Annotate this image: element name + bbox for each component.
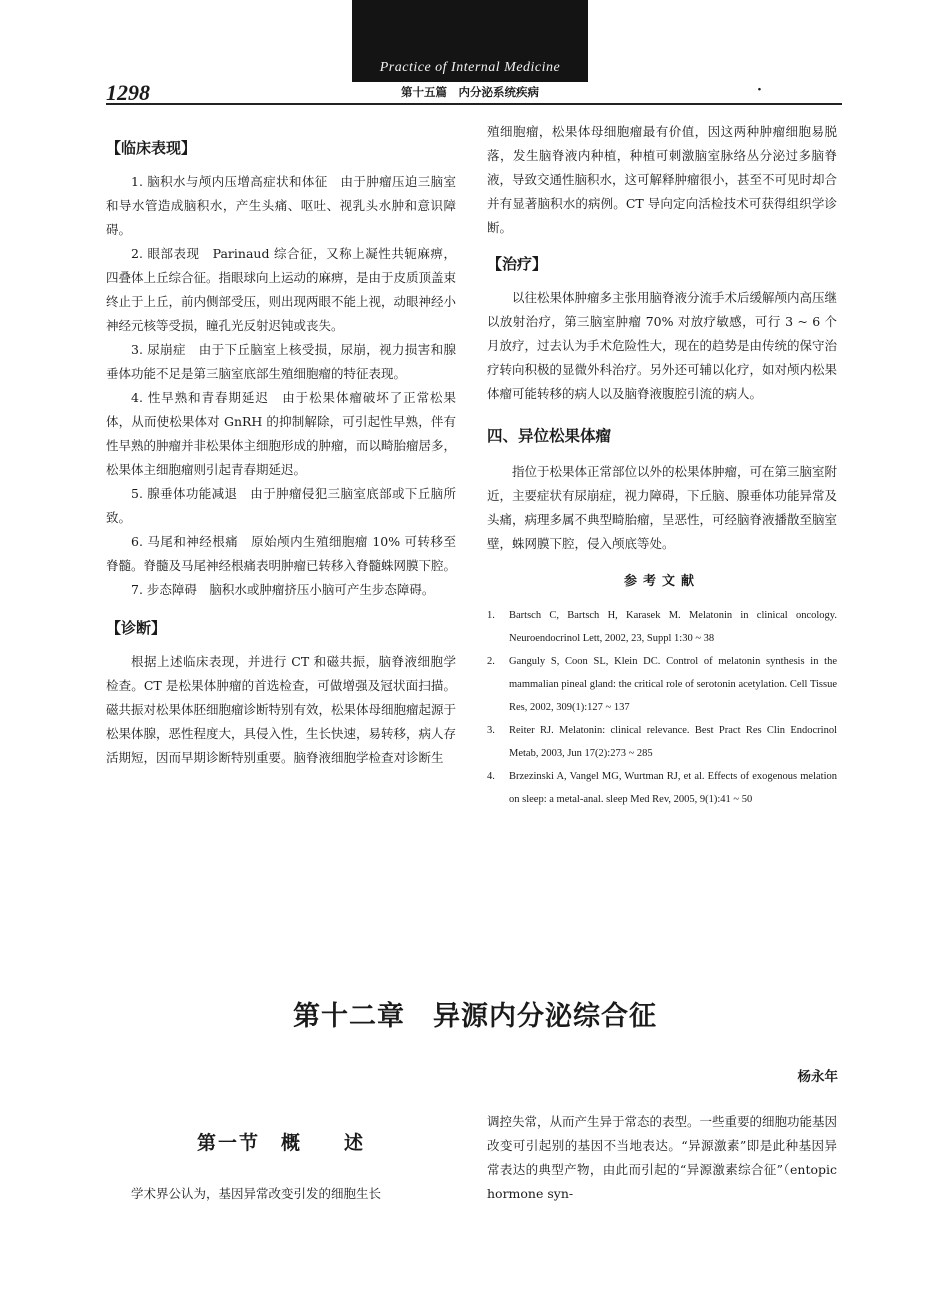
ectopic-heading: 四、异位松果体瘤	[487, 427, 612, 445]
left-column	[106, 130, 456, 770]
intro-right-column	[487, 1110, 837, 1206]
reference-number: 1.	[487, 610, 495, 621]
chapter-title: 第十二章 异源内分泌综合征	[293, 1001, 657, 1032]
clinical-item: 7. 步态障碍 脑积水或肿瘤挤压小脑可产生步态障碍。	[131, 582, 435, 597]
clinical-item: 4. 性早熟和青春期延迟 由于松果体瘤破坏了正常松果体，从而使松果体对 GnRH 的抑制解除，可引起性早熟，伴有性早熟的肿瘤并非松果体主细胞形成的肿瘤，而以畸胎瘤居多，松果体主细胞瘤则引起青春期延迟。	[106, 390, 457, 477]
running-title: 第十五篇 内分泌系统疾病	[401, 85, 539, 99]
clinical-item: 6. 马尾和神经根痛 原始颅内生殖细胞瘤 10% 可转移至脊髓。脊髓及马尾神经根痛表明肿瘤已转移入脊髓蛛网膜下腔。	[106, 534, 457, 573]
reference-number: 2.	[487, 656, 495, 667]
intro-left-column	[106, 1182, 456, 1206]
reference-item	[487, 604, 837, 650]
reference-number: 3.	[487, 725, 495, 736]
diagnosis-text: 根据上述临床表现，并进行 CT 和磁共振，脑脊液细胞学检查。CT 是松果体肿瘤的首选检查，可做增强及冠状面扫描。磁共振对松果体胚细胞瘤诊断特别有效，松果体母细胞瘤起源于松果体腺，恶性程度大，具侵入性，生长快速，易转移，病人存活期短，因而早期诊断特别重要。脑脊液细胞学检查对诊断生	[106, 654, 457, 765]
reference-text: Reiter RJ. Melatonin: clinical relevance. Best Pract Res Clin Endocrinol Metab, 2003, Jun 17(2):273 ~ 285	[509, 725, 837, 759]
intro-left-text: 学术界公认为，基因异常改变引发的细胞生长	[131, 1186, 382, 1201]
treatment-text: 以往松果体肿瘤多主张用脑脊液分流手术后缓解颅内高压继以放射治疗，第三脑室肿瘤 70% 对放疗敏感，可行 3 ~ 6 个月放疗，过去认为手术危险性大，现在的趋势是由传统的保守治疗转向积极的显微外科治疗。另外还可辅以化疗，如对颅内松果体瘤可能转移的病人以及脑脊液腹腔引流的病人。	[487, 290, 838, 401]
reference-text: Bartsch C, Bartsch H, Karasek M. Melatonin in clinical oncology. Neuroendocrinol Lett, 2002, 23, Suppl 1:30 ~ 38	[509, 610, 837, 644]
ectopic-text: 指位于松果体正常部位以外的松果体肿瘤，可在第三脑室附近，主要症状有尿崩症，视力障碍，下丘脑、腺垂体功能异常及头痛，病理多属不典型畸胎瘤，呈恶性，可经脑脊液播散至脑室壁，蛛网膜下腔，侵入颅底等处。	[487, 464, 838, 551]
treatment-heading: 【治疗】	[487, 255, 548, 273]
intro-right-text: 调控失常，从而产生异于常态的表型。一些重要的细胞功能基因改变可引起别的基因不当地表达。“异源激素”即是此种基因异常表达的典型产物，由此而引起的“异源激素综合征”（entopic hormone syn-	[487, 1114, 838, 1201]
reference-text: Brzezinski A, Vangel MG, Wurtman RJ, et al. Effects of exogenous melation on sleep: a metal-anal. sleep Med Rev, 2005, 9(1):41 ~ 50	[509, 771, 837, 805]
clinical-item: 1. 脑积水与颅内压增高症状和体征 由于肿瘤压迫三脑室和导水管造成脑积水，产生头痛、呕吐、视乳头水肿和意识障碍。	[106, 174, 456, 237]
reference-item	[487, 650, 837, 719]
journal-name: Practice of Internal Medicine	[379, 60, 561, 75]
section-title: 第一节 概 述	[196, 1132, 365, 1154]
author-name: 杨永年	[797, 1069, 838, 1085]
reference-item	[487, 719, 837, 765]
reference-number: 4.	[487, 771, 495, 782]
references-title: 参考文献	[623, 574, 700, 589]
header-rule	[106, 103, 842, 105]
clinical-item: 5. 腺垂体功能减退 由于肿瘤侵犯三脑室底部或下丘脑所致。	[106, 486, 456, 525]
clinical-item: 2. 眼部表现 Parinaud 综合征，又称上凝性共轭麻痹，四叠体上丘综合征。指眼球向上运动的麻痹，是由于皮质顶盖束终止于上丘，前内侧部受压，则出现两眼不能上视，动眼神经小神经元核等受损，瞳孔光反射迟钝或丧失。	[106, 246, 457, 333]
diagnosis-heading: 【诊断】	[106, 619, 167, 637]
clinical-item: 3. 尿崩症 由于下丘脑室上核受损，尿崩，视力损害和腺垂体功能不足是第三脑室底部生殖细胞瘤的特征表现。	[106, 342, 456, 381]
reference-item	[487, 765, 837, 811]
header-dot: ·	[757, 82, 762, 98]
diagnosis-continued: 殖细胞瘤，松果体母细胞瘤最有价值，因这两种肿瘤细胞易脱落，发生脑脊液内种植，种植可刺激脑室脉络丛分泌过多脑脊液，导致交通性脑积水，这可解释肿瘤很小，甚至不可见时却合并有显著脑积水的病例。CT 导向定向活检技术可获得组织学诊断。	[487, 124, 838, 235]
page-number: 1298	[106, 80, 150, 105]
references-list	[487, 604, 837, 811]
reference-text: Ganguly S, Coon SL, Klein DC. Control of melatonin synthesis in the mammalian pineal gland: the critical role of serotonin acetylation. Cell Tissue Res, 2002, 309(1):127 ~ 137	[509, 656, 837, 713]
right-column	[487, 120, 837, 811]
clinical-heading: 【临床表现】	[106, 139, 197, 157]
